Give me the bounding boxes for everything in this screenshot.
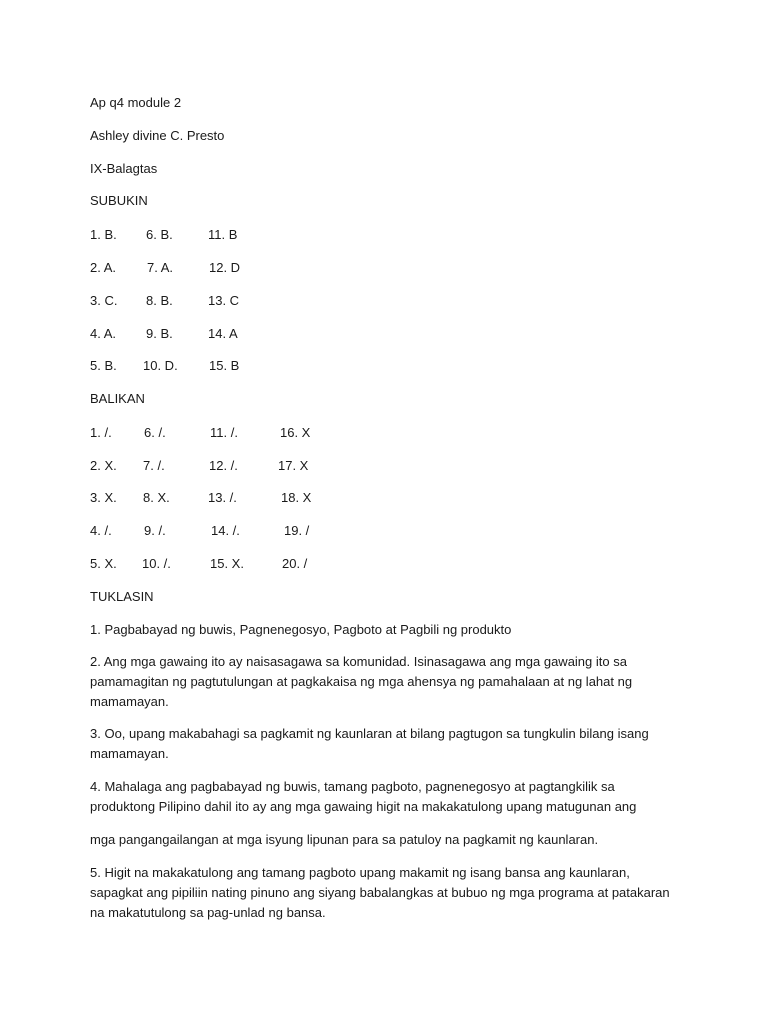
answer-cell: 4. /. xyxy=(90,523,112,538)
answer-cell: 19. / xyxy=(284,523,310,538)
answer-cell: 18. X xyxy=(281,490,312,505)
answer-cell: 2. X. xyxy=(90,458,117,473)
answer-cell: 11. B xyxy=(208,227,238,242)
subukin-heading: SUBUKIN xyxy=(90,193,148,208)
tuklasin-answer-4: 4. Mahalaga ang pagbabayad ng buwis, tamang pagboto, pagnenegosyo at pagtangkilik sa produktong Pilipino dahil ito ay ang mga gawaing higit na makakatulong upang matugunan ang xyxy=(90,779,637,814)
answer-cell: 17. X xyxy=(278,458,309,473)
student-name: Ashley divine C. Presto xyxy=(90,128,225,143)
tuklasin-answer-2: 2. Ang mga gawaing ito ay naisasagawa sa komunidad. Isinasagawa ang mga gawaing ito sa pamamagitan ng pagtutulungan at pagkakaisa ng mga ahensya ng pamahalaan at ng lahat ng mamamayan. xyxy=(90,654,633,709)
answer-cell: 1. B. xyxy=(90,227,117,242)
answer-cell: 10. /. xyxy=(142,556,171,571)
tuklasin-heading: TUKLASIN xyxy=(90,589,154,604)
answer-cell: 8. X. xyxy=(143,490,170,505)
answer-cell: 9. /. xyxy=(144,523,166,538)
answer-cell: 15. X. xyxy=(210,556,244,571)
answer-cell: 4. A. xyxy=(90,326,117,341)
balikan-heading: BALIKAN xyxy=(90,391,145,406)
answer-cell: 7. A. xyxy=(147,260,174,275)
answer-cell: 2. A. xyxy=(90,260,117,275)
answer-cell: 7. /. xyxy=(143,458,165,473)
answer-cell: 5. B. xyxy=(90,358,117,373)
answer-cell: 6. /. xyxy=(144,425,166,440)
answer-cell: 1. /. xyxy=(90,425,112,440)
answer-cell: 10. D. xyxy=(143,358,178,373)
answer-cell: 13. /. xyxy=(208,490,237,505)
answer-cell: 14. A xyxy=(208,326,238,341)
answer-cell: 12. /. xyxy=(209,458,238,473)
answer-cell: 9. B. xyxy=(146,326,173,341)
answer-cell: 6. B. xyxy=(146,227,173,242)
answer-cell: 3. C. xyxy=(90,293,118,308)
document-title: Ap q4 module 2 xyxy=(90,95,182,110)
tuklasin-answer-1: 1. Pagbabayad ng buwis, Pagnenegosyo, Pagboto at Pagbili ng produkto xyxy=(90,622,512,637)
answer-cell: 5. X. xyxy=(90,556,117,571)
section-name: IX-Balagtas xyxy=(90,161,158,176)
answer-cell: 16. X xyxy=(280,425,311,440)
answer-cell: 15. B xyxy=(209,358,240,373)
answer-cell: 13. C xyxy=(208,293,240,308)
answer-cell: 12. D xyxy=(209,260,241,275)
tuklasin-answer-3: 3. Oo, upang makabahagi sa pagkamit ng kaunlaran at bilang pagtugon sa tungkulin bilang isang mamamayan. xyxy=(90,726,649,761)
answer-cell: 20. / xyxy=(282,556,308,571)
answer-cell: 14. /. xyxy=(211,523,240,538)
answer-cell: 3. X. xyxy=(90,490,117,505)
tuklasin-answer-5: 5. Higit na makakatulong ang tamang pagboto upang makamit ng isang bansa ang kaunlaran, sapagkat ang pipiliin nating pinuno ang siyang babalangkas at bubuo ng mga programa at patakaran na makatutulong sa pag-unlad ng bansa. xyxy=(90,865,670,920)
answer-cell: 8. B. xyxy=(146,293,173,308)
tuklasin-answer-4-continued: mga pangangailangan at mga isyung lipunan para sa patuloy na pagkamit ng kaunlaran. xyxy=(90,832,599,847)
answer-cell: 11. /. xyxy=(210,425,238,440)
